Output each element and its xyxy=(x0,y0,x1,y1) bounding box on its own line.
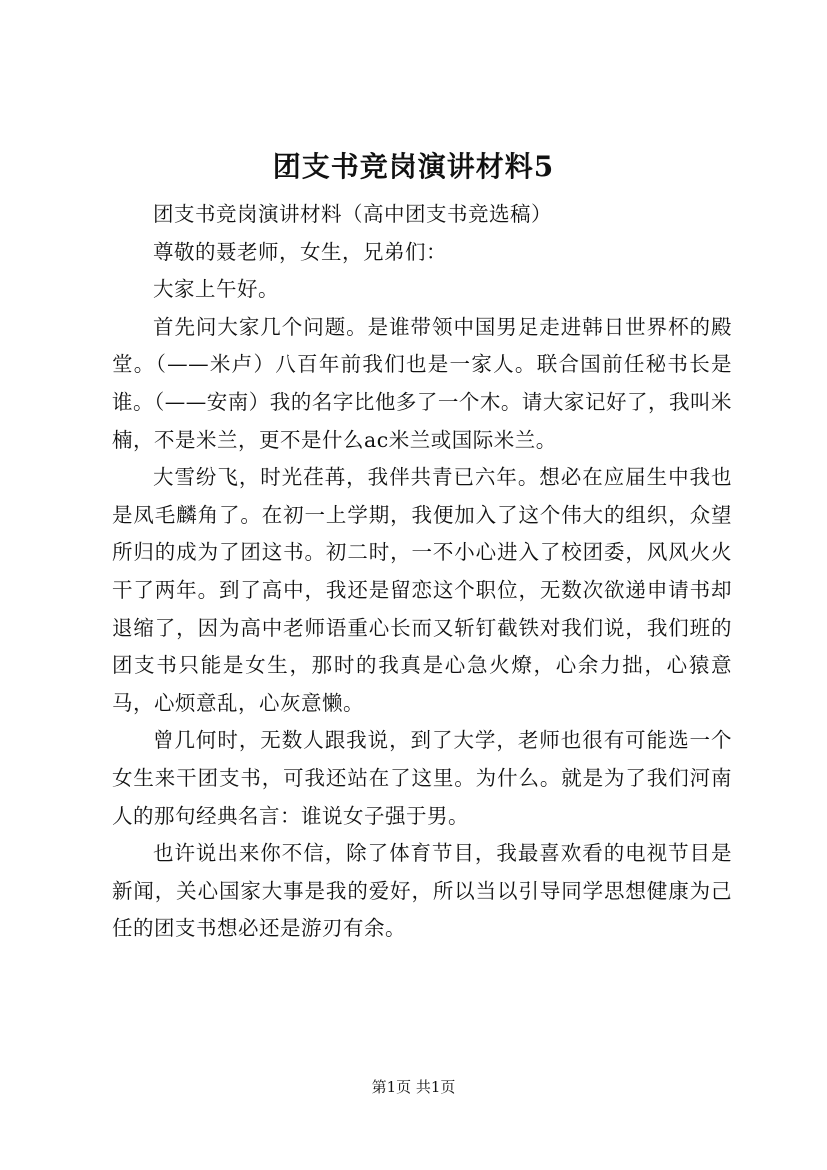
paragraph-hobby: 也许说出来你不信，除了体育节目，我最喜欢看的电视节目是新闻，关心国家大事是我的爱好，所以当以引导同学思想健康为己任的团支书想必还是游刃有余。 xyxy=(112,841,732,941)
paragraph-university: 曾几何时，无数人跟我说，到了大学，老师也很有可能选一个女生来干团支书，可我还站在了这里。为什么。就是为了我们河南人的那句经典名言：谁说女子强于男。 xyxy=(112,728,732,828)
document-title: 团支书竞岗演讲材料5 xyxy=(272,150,555,183)
paragraph-greeting: 大家上午好。 xyxy=(153,277,279,302)
paragraph-salutation: 尊敬的聂老师，女生，兄弟们： xyxy=(153,239,447,264)
page-number-footer: 第1页 共1页 xyxy=(371,1078,456,1096)
paragraph-experience: 大雪纷飞，时光荏苒，我伴共青已六年。想必在应届生中我也是凤毛麟角了。在初一上学期，我便加入了这个伟大的组织，众望所归的成为了团这书。初二时，一不小心进入了校团委，风风火火干了两年。到了高中，我还是留恋这个职位，无数次欲递申请书却退缩了，因为高中老师语重心长而又斩钉截铁对我们说，我们班的团支书只能是女生，那时的我真是心急火燎，心余力拙，心猿意马，心烦意乱，心灰意懒。 xyxy=(112,465,732,715)
paragraph-intro: 首先问大家几个问题。是谁带领中国男足走进韩日世界杯的殿堂。（——米卢）八百年前我们也是一家人。联合国前任秘书长是谁。（——安南）我的名字比他多了一个木。请大家记好了，我叫米楠，不是米兰，更不是什么ac米兰或国际米兰。 xyxy=(112,314,732,452)
paragraph-heading: 团支书竞岗演讲材料（高中团支书竞选稿） xyxy=(153,202,552,226)
document-body xyxy=(112,196,732,948)
